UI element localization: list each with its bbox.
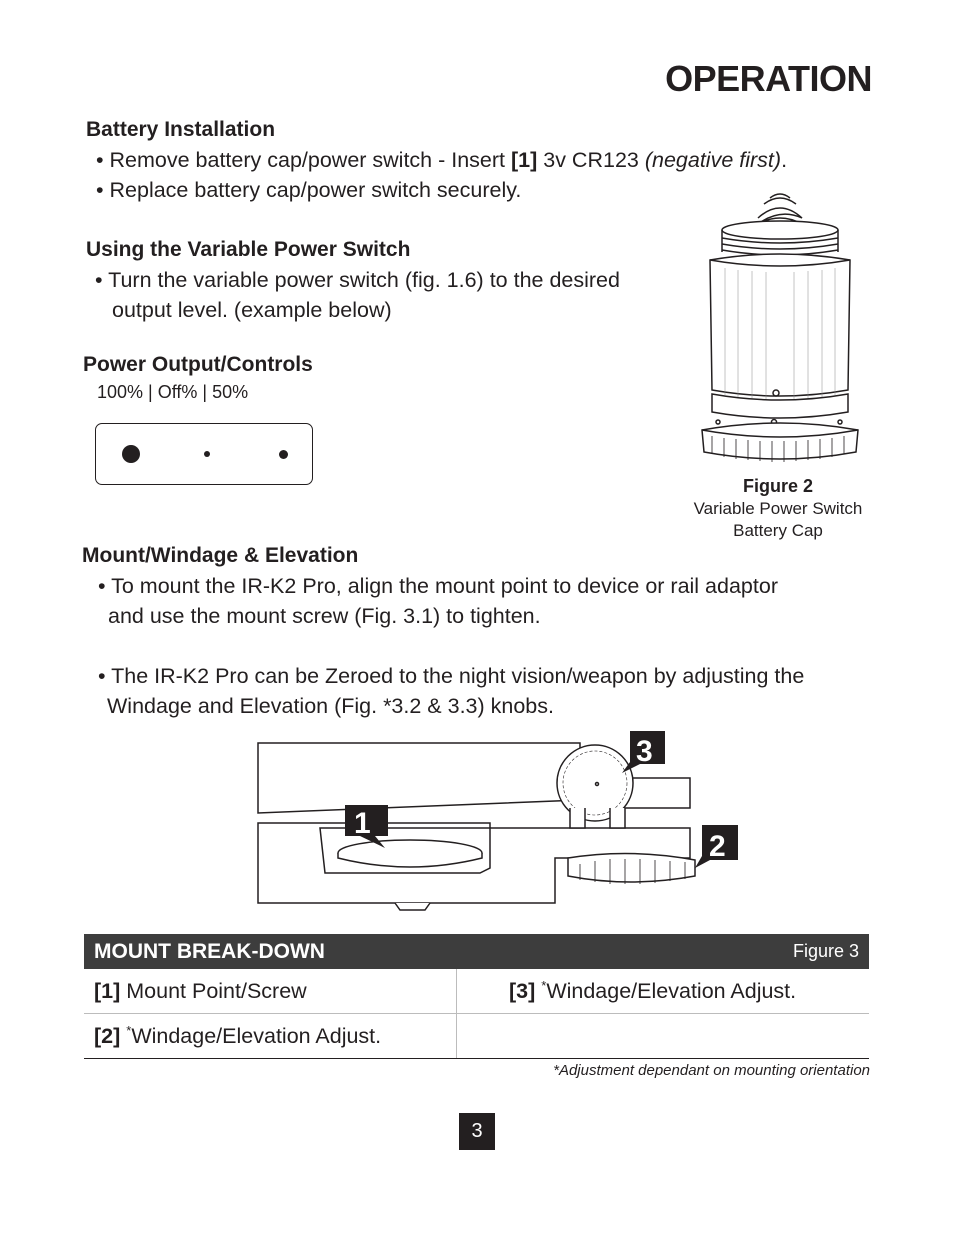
table-row bbox=[84, 969, 869, 1014]
switch-line-2: output level. (example below) bbox=[112, 298, 392, 322]
text: . bbox=[781, 148, 788, 172]
battery-bullet-1 bbox=[96, 148, 787, 173]
ref-num: [3] bbox=[509, 979, 536, 1004]
table-title: MOUNT BREAK-DOWN bbox=[84, 934, 457, 969]
mount-p1-line-2: and use the mount screw (Fig. 3.1) to tighten. bbox=[108, 604, 541, 628]
battery-ref: [1] bbox=[511, 148, 538, 172]
page-title: OPERATION bbox=[665, 58, 872, 99]
power-switch-diagram bbox=[95, 423, 313, 485]
mount-heading: Mount/Windage & Elevation bbox=[82, 544, 359, 567]
battery-cap-illustration bbox=[690, 190, 870, 470]
callout-1: 1 bbox=[354, 807, 371, 840]
footnote-mark: * bbox=[126, 1022, 132, 1038]
footnote: *Adjustment dependant on mounting orientation bbox=[553, 1062, 870, 1079]
medium-dot bbox=[279, 450, 288, 459]
mount-p1-line-1: • To mount the IR-K2 Pro, align the mount point to device or rail adaptor bbox=[98, 574, 778, 598]
power-levels: 100% | Off% | 50% bbox=[97, 382, 249, 402]
callout-3: 3 bbox=[636, 735, 653, 768]
battery-heading: Battery Installation bbox=[86, 118, 276, 141]
mount-p2-line-1: • The IR-K2 Pro can be Zeroed to the night vision/weapon by adjusting the bbox=[98, 664, 805, 688]
battery-note: (negative first) bbox=[644, 148, 782, 172]
figure-2-caption bbox=[672, 475, 884, 542]
text: Mount Point/Screw bbox=[120, 978, 307, 1003]
ref-num: [1] bbox=[94, 978, 121, 1003]
large-dot bbox=[122, 445, 140, 463]
mount-p2-line-2: Windage and Elevation (Fig. *3.2 & 3.3) knobs. bbox=[107, 694, 554, 718]
footnote-mark: * bbox=[541, 977, 547, 993]
table-cell bbox=[84, 1014, 457, 1059]
text: • Remove battery cap/power switch - Insert bbox=[96, 148, 511, 172]
switch-heading: Using the Variable Power Switch bbox=[86, 238, 411, 261]
table-row bbox=[84, 1014, 869, 1059]
table-header bbox=[84, 934, 869, 969]
page-number: 3 bbox=[459, 1113, 495, 1150]
switch-line-1: • Turn the variable power switch (fig. 1.6) to the desired bbox=[95, 268, 620, 292]
text: 3v CR123 bbox=[537, 148, 645, 172]
mount-illustration bbox=[250, 728, 750, 918]
text: Windage/Elevation Adjust. bbox=[131, 1024, 382, 1049]
figure-2-line-2: Battery Cap bbox=[733, 521, 823, 540]
battery-bullet-2: • Replace battery cap/power switch securely. bbox=[96, 178, 522, 202]
power-heading: Power Output/Controls bbox=[83, 353, 313, 376]
mount-breakdown-table bbox=[84, 934, 869, 1059]
ref-num: [2] bbox=[94, 1024, 121, 1049]
figure-2-label: Figure 2 bbox=[742, 476, 813, 496]
table-cell bbox=[457, 1014, 870, 1059]
figure-2-line-1: Variable Power Switch bbox=[693, 499, 863, 518]
table-figure-label: Figure 3 bbox=[457, 934, 870, 969]
small-dot bbox=[204, 451, 210, 457]
callout-2: 2 bbox=[709, 830, 726, 863]
text: Windage/Elevation Adjust. bbox=[546, 979, 797, 1004]
table-cell bbox=[457, 969, 870, 1014]
table-cell bbox=[84, 969, 457, 1014]
